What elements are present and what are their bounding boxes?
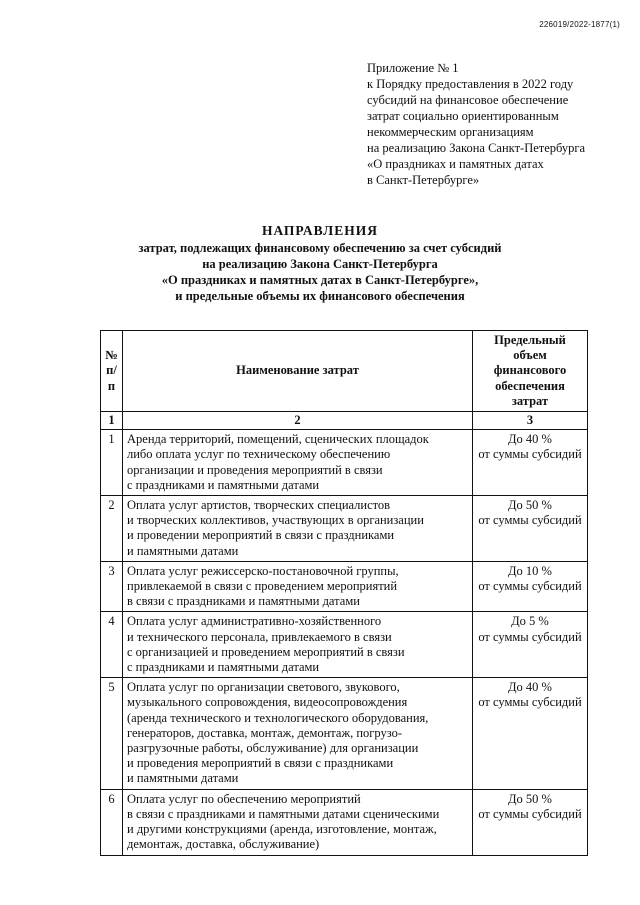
table-row [101, 430, 588, 496]
expense-name-line: генераторов, доставка, монтаж, демонтаж, погрузо- [127, 725, 403, 740]
title-line: и предельные объемы их финансового обеспечения [175, 289, 465, 303]
title-main: НАПРАВЛЕНИЯ [262, 223, 378, 238]
table-row [101, 561, 588, 612]
expense-name-line: Оплата услуг по организации светового, звукового, [127, 680, 400, 695]
expense-name-line: демонтаж, доставка, обслуживание) [127, 837, 320, 852]
expense-name-line: в связи с праздниками и памятными датами [127, 594, 360, 609]
header-number [101, 331, 123, 412]
appendix-line: некоммерческим организациям [367, 125, 534, 139]
title-line: «О праздниках и памятных датах в Санкт-Петербурге», [161, 273, 479, 287]
title-line: на реализацию Закона Санкт-Петербурга [202, 257, 438, 271]
expense-limit-line: от суммы субсидий [478, 695, 582, 710]
row-number: 3 [101, 561, 123, 612]
expense-name-line: Оплата услуг артистов, творческих специалистов [127, 498, 391, 513]
expense-limit [473, 789, 588, 855]
expense-name-line: и проведении мероприятий в связи с праздниками [127, 528, 395, 543]
expense-name-line: разгрузочные работы, обслуживание) для организации [127, 741, 419, 756]
expense-limit [473, 496, 588, 562]
expense-name-line: Оплата услуг административно-хозяйственного [127, 614, 382, 629]
expense-name-line: и памятными датами [127, 771, 239, 786]
expense-name-line: музыкального сопровождения, видеосопровождения [127, 695, 408, 710]
header-limit-line: обеспечения [495, 378, 565, 393]
expense-name-line: и другими конструкциями (аренда, изготовление, монтаж, [127, 822, 437, 837]
expense-name-line: организации и проведения мероприятий в связи [127, 462, 383, 477]
expense-name-line: и памятными датами [127, 543, 239, 558]
header-number-line: п/п [106, 363, 117, 393]
expense-limit-line: До 40 % [508, 680, 552, 695]
expense-name [123, 496, 473, 562]
expense-name-line: и проведения мероприятий в связи с праздниками [127, 756, 394, 771]
expense-name-line: Аренда территорий, помещений, сценических площадок [127, 432, 429, 447]
row-number: 6 [101, 789, 123, 855]
header-limit-line: затрат [511, 393, 549, 408]
expense-limit [473, 561, 588, 612]
title-line: затрат, подлежащих финансовому обеспечению за счет субсидий [138, 241, 502, 255]
header-limit-line: Предельный [494, 333, 566, 347]
expense-name-line: либо оплата услуг по техническому обеспечению [127, 447, 391, 462]
appendix-line: «О праздниках и памятных датах [367, 157, 544, 171]
expense-limit-line: До 5 % [511, 614, 549, 629]
expenses-table [100, 330, 588, 856]
expense-limit-line: До 50 % [508, 498, 552, 513]
expense-name [123, 612, 473, 678]
expense-name-line: и технического персонала, привлекаемого в связи [127, 629, 392, 644]
expense-limit-line: от суммы субсидий [478, 629, 582, 644]
row-number: 2 [101, 496, 123, 562]
appendix-block [367, 60, 627, 188]
header-limit-line: финансового [493, 363, 567, 378]
table-row [101, 496, 588, 562]
expense-name-line: Оплата услуг режиссерско-постановочной группы, [127, 563, 399, 578]
column-index: 3 [473, 412, 588, 430]
expense-limit-line: До 40 % [508, 432, 552, 447]
expense-name-line: с праздниками и памятными датами [127, 660, 320, 675]
appendix-line: затрат социально ориентированным [367, 109, 559, 123]
column-index: 1 [101, 412, 123, 430]
expense-limit-line: от суммы субсидий [478, 447, 582, 462]
table-row [101, 612, 588, 678]
appendix-line: Приложение № 1 [367, 61, 459, 75]
expense-limit [473, 678, 588, 789]
expense-name [123, 561, 473, 612]
expense-name-line: привлекаемой в связи с проведением мероприятий [127, 579, 398, 594]
table-row [101, 678, 588, 789]
header-limit-line: объем [513, 348, 547, 363]
appendix-line: субсидий на финансовое обеспечение [367, 93, 569, 107]
column-index: 2 [123, 412, 473, 430]
expense-limit-line: от суммы субсидий [478, 513, 582, 528]
expense-limit-line: от суммы субсидий [478, 579, 582, 594]
expense-name-line: и творческих коллективов, участвующих в организации [127, 513, 424, 528]
table-row [101, 789, 588, 855]
expense-name-line: с праздниками и памятными датами [127, 477, 320, 492]
expense-name-line: с организацией и проведением мероприятий в связи [127, 644, 405, 659]
header-number-line: № [105, 348, 118, 363]
expense-name [123, 678, 473, 789]
header-limit [473, 331, 588, 412]
expense-limit-line: от суммы субсидий [478, 806, 582, 821]
expense-name-line: Оплата услуг по обеспечению мероприятий [127, 791, 361, 806]
appendix-line: в Санкт-Петербурге» [367, 173, 480, 187]
expense-name-line: (аренда технического и технологического оборудования, [127, 710, 429, 725]
expense-name [123, 789, 473, 855]
row-number: 4 [101, 612, 123, 678]
row-number: 5 [101, 678, 123, 789]
table-header-row [101, 331, 588, 412]
appendix-line: к Порядку предоставления в 2022 году [367, 77, 574, 91]
expense-limit [473, 612, 588, 678]
expense-name [123, 430, 473, 496]
document-id: 226019/2022-1877(1) [539, 20, 620, 29]
row-number: 1 [101, 430, 123, 496]
expense-name-line: в связи с праздниками и памятными датами сценическими [127, 806, 440, 821]
header-name: Наименование затрат [123, 331, 473, 412]
appendix-line: на реализацию Закона Санкт-Петербурга [367, 141, 586, 155]
column-index-row [101, 412, 588, 430]
expense-limit-line: До 50 % [508, 791, 552, 806]
expense-limit [473, 430, 588, 496]
expense-limit-line: До 10 % [508, 563, 552, 578]
document-title [100, 222, 540, 304]
